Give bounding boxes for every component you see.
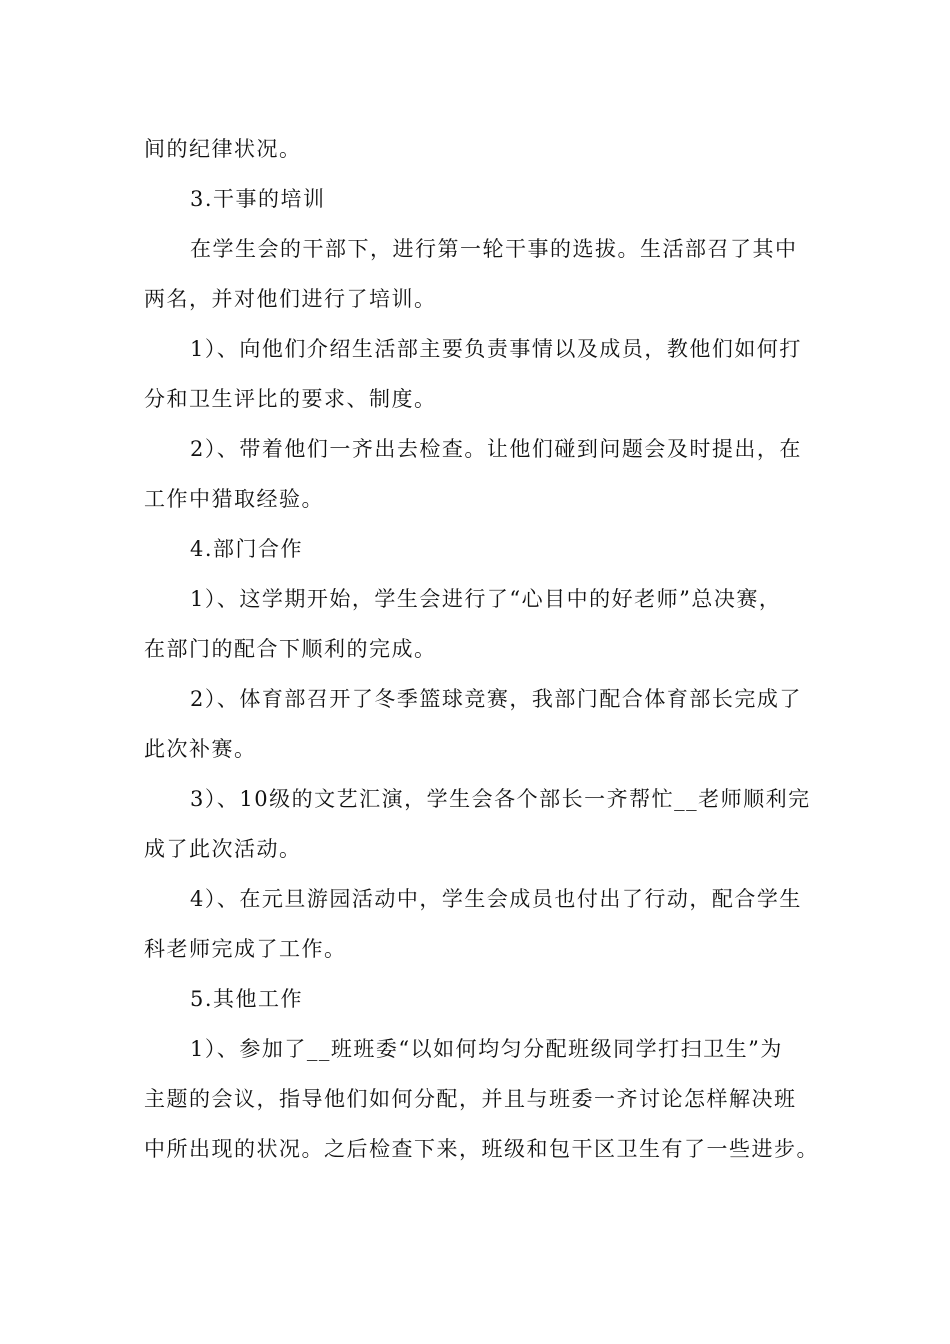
list-item-line: 1）、参加了__班班委“以如何均匀分配班级同学打扫卫生”为	[190, 1037, 783, 1061]
section-heading: 5.其他工作	[190, 987, 304, 1011]
list-item-line: 1）、这学期开始，学生会进行了“心目中的好老师”总决赛，	[190, 587, 782, 611]
list-item-line: 成了此次活动。	[144, 837, 302, 861]
list-item-line: 在部门的配合下顺利的完成。	[144, 637, 437, 661]
paragraph-line: 间的纪律状况。	[144, 137, 302, 161]
list-item-line: 2）、体育部召开了冬季篮球竞赛，我部门配合体育部长完成了	[190, 687, 802, 711]
list-item-line: 中所出现的状况。之后检查下来，班级和包干区卫生有了一些进步。	[144, 1137, 819, 1161]
list-item-line: 3）、10级的文艺汇演，学生会各个部长一齐帮忙__老师顺利完	[190, 787, 811, 811]
section-heading: 3.干事的培训	[190, 187, 326, 211]
list-item-line: 4）、在元旦游园活动中，学生会成员也付出了行动，配合学生	[190, 887, 802, 911]
paragraph-line: 两名，并对他们进行了培训。	[144, 287, 437, 311]
section-heading: 4.部门合作	[190, 537, 304, 561]
list-item-line: 主题的会议，指导他们如何分配，并且与班委一齐讨论怎样解决班	[144, 1087, 797, 1111]
paragraph-line: 在学生会的干部下，进行第一轮干事的选拔。生活部召了其中	[190, 237, 798, 261]
list-item-line: 1）、向他们介绍生活部主要负责事情以及成员，教他们如何打	[190, 337, 802, 361]
list-item-line: 科老师完成了工作。	[144, 937, 347, 961]
list-item-line: 工作中猎取经验。	[144, 487, 324, 511]
list-item-line: 此次补赛。	[144, 737, 257, 761]
list-item-line: 2）、带着他们一齐出去检查。让他们碰到问题会及时提出，在	[190, 437, 802, 461]
list-item-line: 分和卫生评比的要求、制度。	[144, 387, 437, 411]
